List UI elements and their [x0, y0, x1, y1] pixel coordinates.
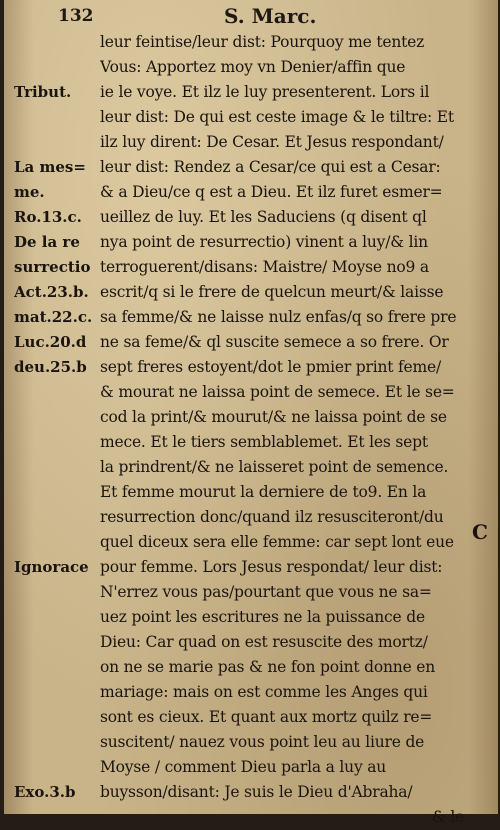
section-mark: C: [472, 520, 488, 544]
book-page: [4, 0, 498, 826]
text-line: ie le voye. Et ilz le luy presenterent. Lors il: [100, 83, 430, 101]
text-line: terroguerent/disans: Maistre/ Moyse no9 a: [100, 258, 429, 276]
text-line: ne sa feme/& ql suscite semece a so frere. Or: [100, 333, 449, 351]
text-line: ueillez de luy. Et les Saduciens (q disent ql: [100, 208, 427, 226]
running-head: S. Marc.: [224, 4, 317, 28]
margin-note: Tribut.: [14, 83, 72, 101]
text-line: leur dist: De qui est ceste image & le tiltre: Et: [100, 108, 454, 126]
text-line: & mourat ne laissa point de semece. Et le se=: [100, 383, 455, 401]
margin-note: Act.23.b.: [14, 283, 89, 301]
margin-note: deu.25.b: [14, 358, 87, 376]
margin-note: De la re: [14, 233, 80, 251]
text-line: sept freres estoyent/dot le pmier print feme/: [100, 358, 442, 376]
folio-number: 132: [58, 6, 94, 26]
text-line: Moyse / comment Dieu parla a luy au: [100, 758, 387, 776]
text-line: sa femme/& ne laisse nulz enfas/q so frere pre: [100, 308, 457, 326]
text-line: buysson/disant: Je suis le Dieu d'Abraha/: [100, 783, 413, 801]
text-line: quel diceux sera elle femme: car sept lont eue: [100, 533, 454, 551]
text-line: leur feintise/leur dist: Pourquoy me tentez: [100, 33, 425, 51]
text-line: nya point de resurrectio) vinent a luy/& lin: [100, 233, 428, 251]
text-line: escrit/q si le frere de quelcun meurt/& laisse: [100, 283, 444, 301]
margin-note: surrectio: [14, 258, 91, 276]
text-line: mariage: mais on est comme les Anges qui: [100, 683, 428, 701]
text-line: mece. Et le tiers semblablemet. Et les sept: [100, 433, 428, 451]
margin-note: La mes=: [14, 158, 86, 176]
text-line: pour femme. Lors Jesus respondat/ leur dist:: [100, 558, 443, 576]
text-line: & a Dieu/ce q est a Dieu. Et ilz furet esmer=: [100, 183, 443, 201]
text-line: & le: [432, 808, 465, 826]
margin-note: Luc.20.d: [14, 333, 87, 351]
text-line: Vous: Apportez moy vn Denier/affin que: [100, 58, 406, 76]
text-line: Et femme mourut la derniere de to9. En la: [100, 483, 427, 501]
text-line: ilz luy dirent: De Cesar. Et Jesus respondant/: [100, 133, 444, 151]
text-line: cod la print/& mourut/& ne laissa point de se: [100, 408, 447, 426]
text-line: suscitent/ nauez vous point leu au liure de: [100, 733, 425, 751]
margin-note: Ro.13.c.: [14, 208, 82, 226]
text-line: la prindrent/& ne laisseret point de semence.: [100, 458, 449, 476]
page-header: [4, 4, 498, 28]
text-line: on ne se marie pas & ne fon point donne en: [100, 658, 436, 676]
text-line: Dieu: Car quad on est resuscite des mortz/: [100, 633, 428, 651]
margin-note: me.: [14, 183, 45, 201]
margin-note: mat.22.c.: [14, 308, 93, 326]
text-line: sont es cieux. Et quant aux mortz quilz re=: [100, 708, 433, 726]
text-line: leur dist: Rendez a Cesar/ce qui est a Cesar:: [100, 158, 441, 176]
text-line: uez point les escritures ne la puissance de: [100, 608, 425, 626]
text-line: N'errez vous pas/pourtant que vous ne sa=: [100, 583, 432, 601]
text-line: resurrection donc/quand ilz resusciteront/du: [100, 508, 444, 526]
margin-note: Ignorace: [14, 558, 89, 576]
margin-note: Exo.3.b: [14, 783, 76, 801]
